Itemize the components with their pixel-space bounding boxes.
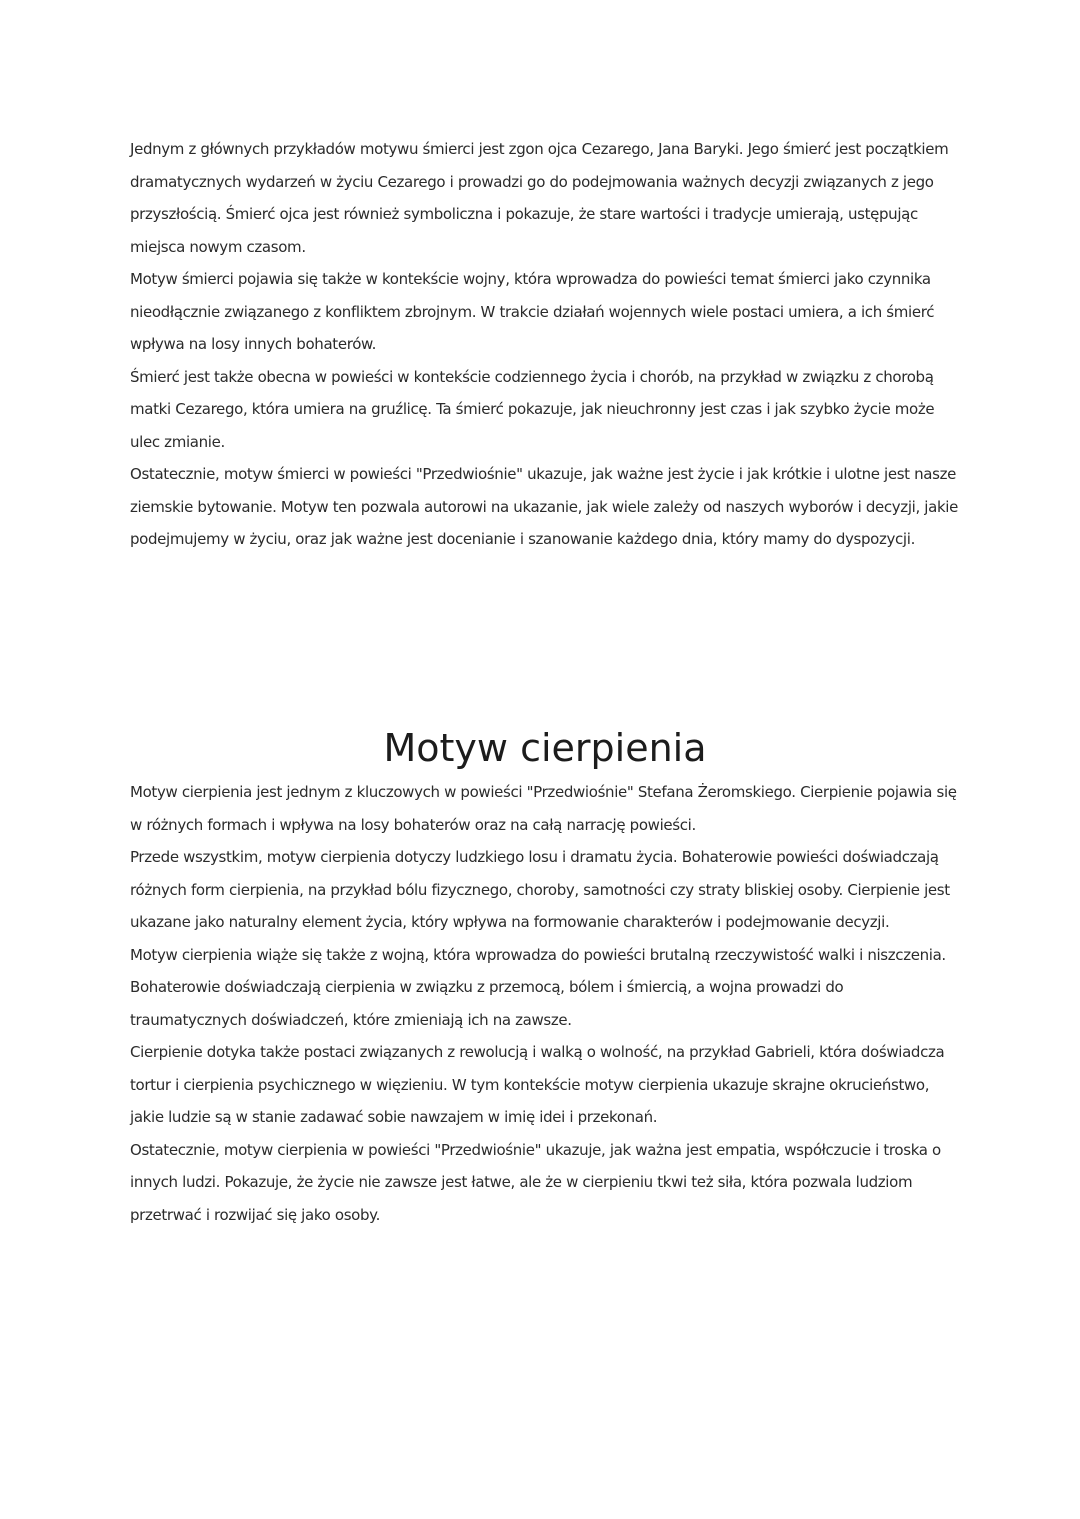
paragraph: Ostatecznie, motyw cierpienia w powieści "Przedwiośnie" ukazuje, jak ważna jest empatia, współczucie i troska o innych ludzi. Pokazuje, że życie nie zawsze jest łatwe, ale że w cierpieniu tkwi też siła, która pozwala ludziom przetrwać i rozwijać się jako osoby. — [130, 1140, 941, 1224]
paragraph: Motyw cierpienia wiąże się także z wojną, która wprowadza do powieści brutalną rzeczywistość walki i niszczenia. Bohaterowie doświadczają cierpienia w związku z przemocą, bólem i śmiercią, a wojna prowadzi do traumatycznych doświadczeń, które zmieniają ich na zawsze. — [130, 945, 946, 1029]
suffering-motif-section — [130, 722, 960, 1231]
paragraph: Cierpienie dotyka także postaci związanych z rewolucją i walką o wolność, na przykład Gabrieli, która doświadcza tortur i cierpienia psychicznego w więzieniu. W tym kontekście motyw cierpienia ukazuje skrajne okrucieństwo, jakie ludzie są w stanie zadawać sobie nawzajem w imię idei i przekonań. — [130, 1043, 945, 1126]
paragraph: Śmierć jest także obecna w powieści w kontekście codziennego życia i chorób, na przykład w związku z chorobą matki Cezarego, która umiera na gruźlicę. Ta śmierć pokazuje, jak nieuchronny jest czas i jak szybko życie może ulec zmianie. — [130, 367, 935, 451]
paragraph: Przede wszystkim, motyw cierpienia dotyczy ludzkiego losu i dramatu życia. Bohaterowie powieści doświadczają różnych form cierpienia, na przykład bólu fizycznego, choroby, samotności czy straty bliskiej osoby. Cierpienie jest ukazane jako naturalny element życia, który wpływa na formowanie charakterów i podejmowanie decyzji. — [130, 848, 950, 931]
paragraph: Ostatecznie, motyw śmierci w powieści "Przedwiośnie" ukazuje, jak ważne jest życie i jak krótkie i ulotne jest nasze ziemskie bytowanie. Motyw ten pozwala autorowi na ukazanie, jak wiele zależy od naszych wyborów i decyzji, jakie podejmujemy w życiu, oraz jak ważne jest docenianie i szanowanie każdego dnia, który mamy do dyspozycji. — [130, 465, 958, 548]
death-motif-section — [130, 133, 960, 556]
paragraph: Jednym z głównych przykładów motywu śmierci jest zgon ojca Cezarego, Jana Baryki. Jego śmierć jest początkiem dramatycznych wydarzeń w życiu Cezarego i prowadzi go do podejmowania ważnych decyzji związanych z jego przyszłością. Śmierć ojca jest również symboliczna i pokazuje, że stare wartości i tradycje umierają, ustępując miejsca nowym czasom. — [130, 140, 949, 256]
paragraph: Motyw śmierci pojawia się także w kontekście wojny, która wprowadza do powieści temat śmierci jako czynnika nieodłącznie związanego z konfliktem zbrojnym. W trakcie działań wojennych wiele postaci umiera, a ich śmierć wpływa na losy innych bohaterów. — [130, 270, 935, 353]
paragraph: Motyw cierpienia jest jednym z kluczowych w powieści "Przedwiośnie" Stefana Żeromskiego. Cierpienie pojawia się w różnych formach i wpływa na losy bohaterów oraz na całą narrację powieści. — [130, 783, 957, 834]
section-heading: Motyw cierpienia — [383, 726, 707, 770]
